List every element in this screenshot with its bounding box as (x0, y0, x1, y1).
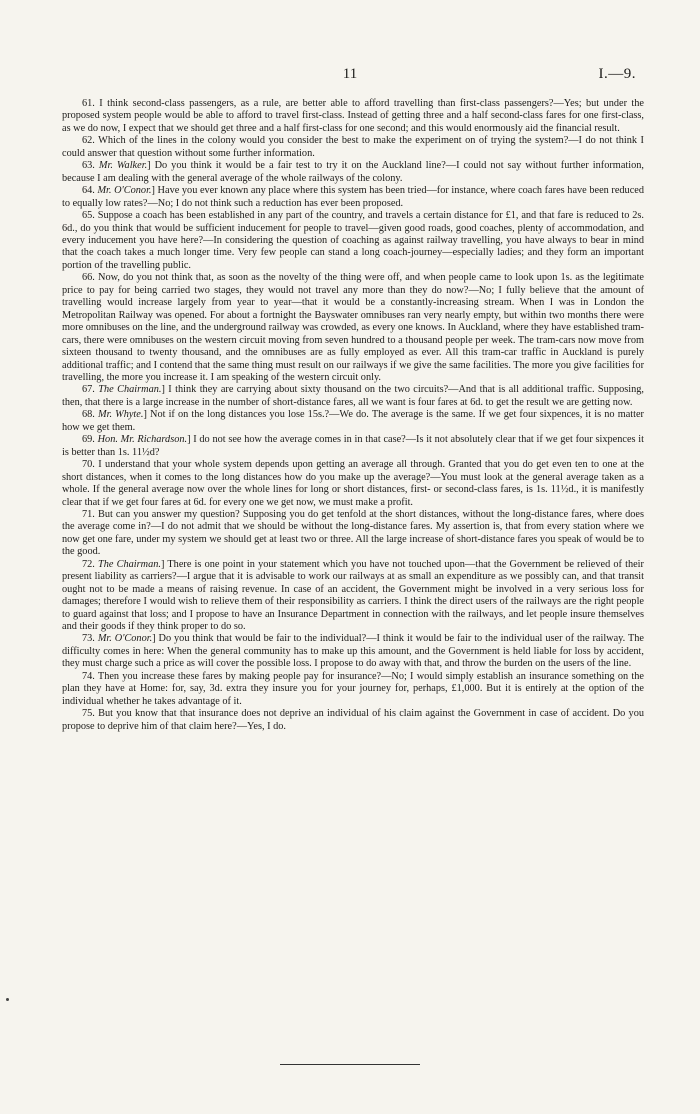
paragraph-text: ] Do you think that would be fair to the individual?—I think it would be fair to the individual user of the railway. The difficulty comes in here: When the general community has to make up this amount, and the Government is held liable for loss by accident, they must charge such a price as will cover the possible loss. I propose to do away with that, and throw the burden on the users of the line. (62, 633, 644, 670)
paragraph-61 (62, 98, 644, 135)
paragraph-text: 74. Then you increase these fares by making people pay for insurance?—No; I would simply establish an insurance something on the plan they have at Home: for, say, 3d. extra they insure you for your journey for, perhaps, £1,000. But it is entirely at the option of the individual whether he takes advantage of it. (62, 670, 644, 707)
speaker-name: Mr. Walker. (98, 160, 148, 172)
paragraph-62 (62, 135, 644, 160)
paragraph-74 (62, 671, 644, 708)
paragraph-72 (62, 559, 644, 634)
paragraph-text: ] There is one point in your statement which you have not touched upon—that the Government be relieved of their present liability as carriers?—I argue that it is advisable to work our railways at as small an expenditure as we possibly can, and that transit ought not to be made a means of raising revenue. In case of an accident, the Government might be involved in a very serious loss for damages; therefore I would wish to relieve them of their responsibility as carriers. I think the direct users of the railways are the right people to guard against that loss; and I propose to have an Insurance Department in connection with the railways, and let people insure themselves and their goods if they think proper to do so. (62, 558, 644, 633)
paragraph-text: ] I do not see how the average comes in in that case?—Is it not absolutely clear that if we get four sixpences it is better than 1s. 11½d? (62, 434, 644, 458)
speaker-name: Hon. Mr. Richardson. (97, 434, 188, 446)
paragraph-number: 68. (82, 409, 98, 421)
paragraph-text: ] Have you ever known any place where this system has been tried—for instance, where coach fares have been reduced to equally low rates?—No; I do not think such a reduction has ever been proposed. (62, 185, 644, 209)
paragraph-75 (62, 708, 644, 733)
paragraph-63 (62, 160, 644, 185)
paragraph-69 (62, 434, 644, 459)
speaker-name: Mr. O'Conor. (97, 185, 152, 197)
paragraph-text: ] I think they are carrying about sixty thousand on the two circuits?—And that is all additional traffic. Supposing, then, that there is a large increase in the number of short-distance fares, all we want is four fares at 6d. to get the result we are getting now. (62, 384, 644, 408)
speaker-name: The Chairman. (98, 384, 162, 396)
paragraph-65 (62, 210, 644, 272)
paragraph-number: 67. (82, 384, 99, 396)
paragraph-71 (62, 509, 644, 559)
paragraph-text: 61. I think second-class passengers, as a rule, are better able to afford travelling than first-class passengers?—Yes; but under the proposed system people would be able to afford to travel first-class. Instead of getting three and a half second-class fares for one first-class, as we do now, I expect that we should get three and a half first-class for one second; and this would enormously aid the financial result. (62, 98, 644, 134)
speaker-name: The Chairman. (98, 558, 161, 570)
paragraph-text: 65. Suppose a coach has been established in any part of the country, and travels a certain distance for £1, and that fare is reduced to 2s. 6d., do you think that would be sufficient inducement for people to travel—given good roads, good coaches, plenty of accommodation, and every inducement you have here?—In considering the question of coaching as against railway travelling, you have always to bear in mind that the coach takes a much longer time. Very few people can stand a long coach-journey—especially ladies; and they form an important portion of the travelling public. (62, 210, 644, 271)
page-number: 11 (342, 66, 358, 82)
paragraph-number: 72. (82, 558, 99, 570)
margin-dot (6, 998, 9, 1001)
paragraph-70 (62, 459, 644, 509)
paragraph-number: 64. (82, 185, 98, 197)
paragraph-66 (62, 272, 644, 384)
closing-rule (280, 1064, 420, 1065)
paragraph-text: 71. But can you answer my question? Supposing you do get tenfold at the short distances, without the long-distance fares, where does the average come in?—I do not admit that we should be without the long-distance fares. My assertion is, that from every station where we now get one fare, under my system we should get at least two or three. All the large increase of short-distance fares you speak of would be to the good. (62, 508, 644, 558)
paragraph-text: ] Not if on the long distances you lose 15s.?—We do. The average is the same. If we get four sixpences, it is no matter how we get them. (62, 409, 644, 433)
speaker-name: Mr. Whyte. (98, 409, 144, 421)
paragraph-text: 62. Which of the lines in the colony would you consider the best to make the experiment on of trying the system?—I do not think I could answer that question without some further information. (62, 135, 644, 159)
paragraph-number: 63. (82, 160, 99, 172)
paragraph-number: 69. (82, 434, 98, 446)
paragraph-67 (62, 384, 644, 409)
paragraph-68 (62, 409, 644, 434)
paragraph-text: 75. But you know that that insurance does not deprive an individual of his claim against the Government in case of accident. Do you propose to deprive him of that claim here?—Yes, I do. (62, 708, 644, 732)
paragraph-text: 70. I understand that your whole system depends upon getting an average all through. Granted that you do get even ten to one at the short distances, when it comes to the long distances how do you make up the average?—You must look at the general average taken as a whole. If the general average now over the whole lines for long or short distances, first- or second-class fares, is 1s. 11½d., it is manifestly clear that if we get four fares at 6d. for every one we get now, we must make a profit. (62, 459, 644, 508)
paragraph-text: 66. Now, do you not think that, as soon as the novelty of the thing were off, and when people came to look upon 1s. as the legitimate price to pay for being carried two stages, they would not travel any more than they do now?—No; I fully believe that the amount of travelling would increase largely from year to year—that it would be a constantly-increasing stream. When I was in London the Metropolitan Railway was opened. For about a fortnight the Bayswater omnibuses ran very nearly empty, but within two months there were more omnibuses on the line, and the underground railway was crowded, as every one knows. In Auckland, where they have established tram-cars, there were omnibuses on the western circuit moving from seven hundred to a thousand people per week. The tram-cars now move from sixteen thousand to twenty thousand, and the omnibuses are as fully employed as ever. All this tram-car traffic in Auckland is purely additional traffic; and I contend that the same thing must result on our railways if we give the same facilities. The more you give facilities for travelling, the more you increase it. I am speaking of the western circuit only. (62, 272, 644, 383)
paper-reference: I.—9. (598, 66, 636, 82)
speaker-name: Mr. O'Conor. (97, 633, 153, 645)
evidence-body (62, 98, 644, 733)
paragraph-73 (62, 633, 644, 670)
paragraph-64 (62, 185, 644, 210)
paragraph-text: ] Do you think it would be a fair test to try it on the Auckland line?—I could not say without further information, because I am dealing with the general average of the whole railways of the colony. (62, 160, 644, 184)
paragraph-number: 73. (82, 633, 98, 645)
